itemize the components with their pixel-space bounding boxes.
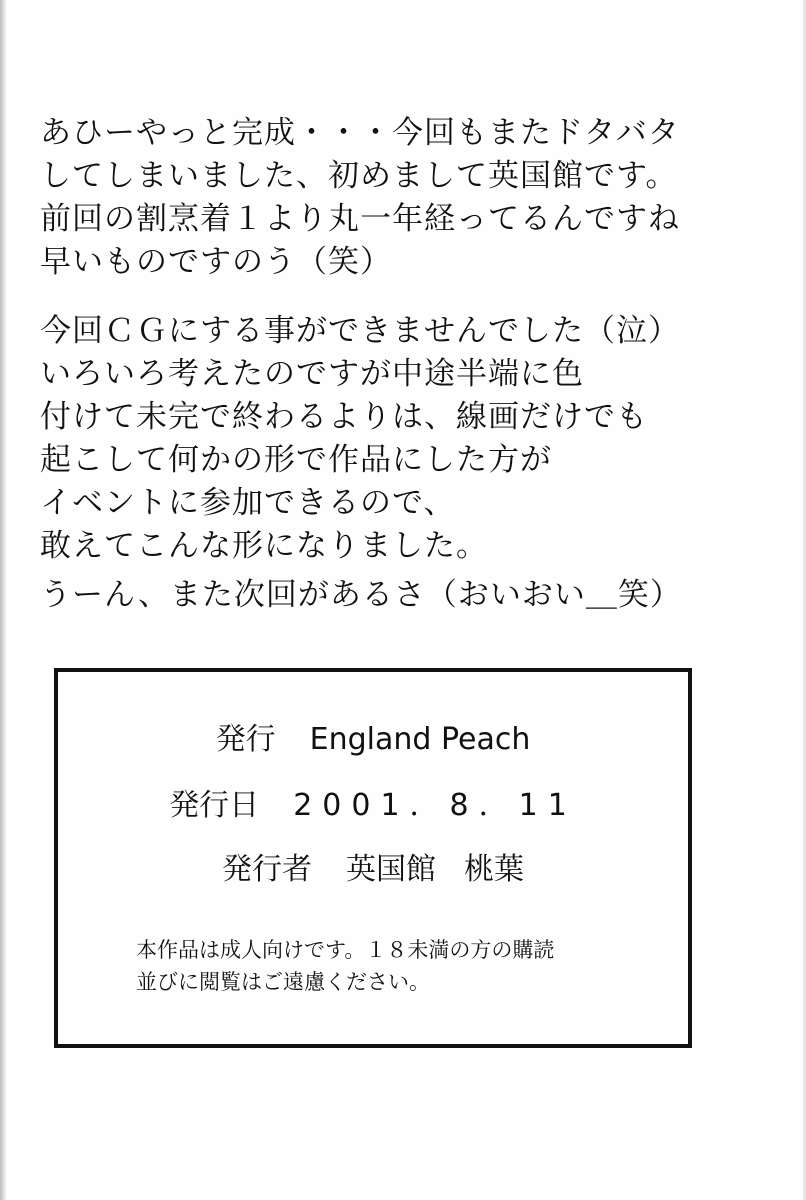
date-value: 2001．8．11 <box>293 788 577 823</box>
publisher-row <box>58 714 688 758</box>
author-label: 発行者 <box>222 852 312 887</box>
colophon-box <box>54 668 692 1048</box>
text-line: してしまいました、初めまして英国館です。 <box>40 158 678 194</box>
text-line: いろいろ考えたのですが中途半端に色 <box>40 356 584 392</box>
publisher-label: 発行 <box>215 722 276 757</box>
author-circle: 英国館 <box>346 852 436 887</box>
author-row <box>58 844 688 888</box>
text-line: うーん、また次回があるさ（おいおい＿笑） <box>40 577 682 613</box>
binding-edge <box>0 0 6 1200</box>
text-line: イベントに参加できるので、 <box>40 485 456 521</box>
text-line: 今回ＣＧにする事ができませんでした（泣） <box>40 313 680 349</box>
text-line: 前回の割烹着１より丸一年経ってるんですね <box>40 201 680 237</box>
age-notice <box>136 934 554 998</box>
afterword-paragraph-1 <box>40 112 680 284</box>
publisher-value: England Peach <box>309 722 531 757</box>
afterword-paragraph-3 <box>40 574 682 617</box>
text-line: 起こして何かの形で作品にした方が <box>40 442 552 478</box>
text-line: 付けて未完で終わるよりは、線画だけでも <box>40 399 648 435</box>
author-name: 桃葉 <box>464 852 524 887</box>
afterword-paragraph-2 <box>40 310 680 568</box>
text-line: 敢えてこんな形になりました。 <box>40 528 488 564</box>
publication-date-row <box>58 780 688 824</box>
notice-line: 並びに閲覧はご遠慮ください。 <box>136 970 430 994</box>
notice-line: 本作品は成人向けです。１８未満の方の購読 <box>136 938 555 962</box>
date-label: 発行日 <box>169 788 260 823</box>
text-line: あひーやっと完成・・・今回もまたドタバタ <box>40 115 680 151</box>
text-line: 早いものですのう（笑） <box>40 244 392 280</box>
